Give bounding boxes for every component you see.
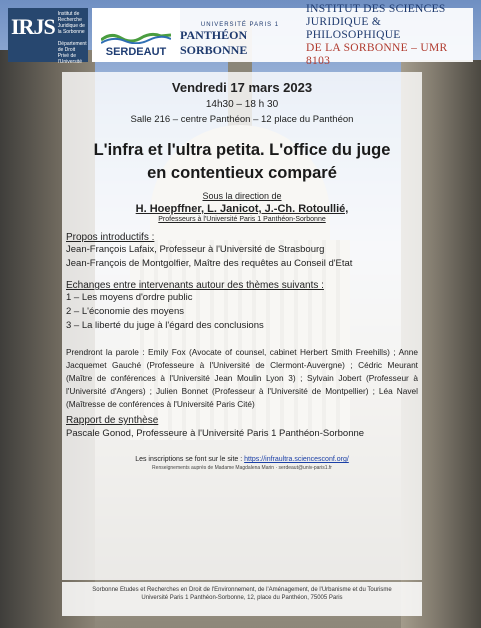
- intro-line: Jean-François de Montgolfier, Maître des requêtes au Conseil d'Etat: [66, 258, 353, 269]
- synthesis-heading: Rapport de synthèse: [66, 415, 159, 426]
- serdeaut-name: SERDEAUT: [105, 46, 167, 58]
- irjs-logo: [8, 8, 88, 65]
- event-date: Vendredi 17 mars 2023: [171, 80, 313, 95]
- event-room: Salle 216 – centre Panthéon – 12 place du Panthéon: [130, 114, 354, 125]
- inscriptions-link[interactable]: https://infraultra.sciencesconf.org/: [244, 456, 349, 463]
- irjs-mark: IRJS: [11, 14, 55, 39]
- logo-band: [8, 2, 473, 67]
- footer-line: Sorbonne Etudes et Recherches en Droit de l'Environnement, de l'Aménagement, de l'Urbanisme et du Tourisme: [92, 587, 392, 593]
- paris1-logo: [180, 8, 300, 62]
- speakers-paragraph: Prendront la parole : Emily Fox (Avocate of counsel, cabinet Herbert Smith Freehills) ; Anne Jacquemet Gauché (Professeure à l'Université de Clermont-Auvergne) ; Cédric Meurant (Maître de conférences à l'Université Jean Moulin Lyon 3) ; Sylvain Jobert (Professeur à l'Université d'Angers) ; Julien Bonnet (Professeur à l'Université de Montpellier) ; Léa Navel (Maîtresse de conférences à l'Université Paris Cité): [66, 347, 418, 409]
- footer-band: [62, 582, 422, 616]
- inscriptions-info: Renseignements auprès de Madame Magdalena Marin · serdeaut@univ-paris1.fr: [152, 465, 332, 471]
- program: [62, 232, 422, 471]
- direction-profession: Professeurs à l'Université Paris 1 Panthéon-Sorbonne: [158, 216, 326, 223]
- inscriptions-block: [66, 456, 418, 471]
- isjps-line: JURIDIQUE & PHILOSOPHIQUE: [306, 15, 401, 41]
- isjps-line: DE LA SORBONNE – UMR 8103: [306, 41, 448, 67]
- theme-item: 1 – Les moyens d'ordre public: [66, 292, 193, 303]
- theme-item: 2 – L'économie des moyens: [66, 306, 184, 317]
- event-panel: [62, 72, 422, 580]
- isjps-line: INSTITUT DES SCIENCES: [306, 2, 446, 15]
- title-line: L'infra et l'ultra petita. L'office du juge: [93, 141, 391, 159]
- irjs-line: Recherche: [57, 17, 82, 23]
- serdeaut-wave-icon: [101, 30, 171, 44]
- serdeaut-logo: [92, 8, 180, 62]
- title-line: en contentieux comparé: [147, 164, 337, 182]
- isjps-logo: [300, 2, 473, 67]
- intro-heading: Propos introductifs :: [66, 232, 155, 243]
- irjs-line: Institut de: [57, 11, 80, 17]
- paris1-small: UNIVERSITÉ PARIS 1: [200, 22, 280, 28]
- direction-names: H. Hoepffner, L. Janicot, J.-Ch. Rotoullié,: [135, 203, 349, 215]
- direction-label: Sous la direction de: [202, 191, 282, 201]
- irjs-line: la Sorbonne: [57, 29, 85, 35]
- event-info: [62, 72, 422, 125]
- direction-block: [62, 191, 422, 223]
- exchanges-heading: Echanges entre intervenants autour des thèmes suivants :: [66, 280, 324, 291]
- footer-line: Université Paris 1 Panthéon-Sorbonne, 12, place du Panthéon, 75005 Paris: [141, 595, 343, 601]
- event-title: [62, 139, 422, 185]
- paris1-big: PANTHÉON SORBONNE: [180, 28, 248, 57]
- synthesis-line: Pascale Gonod, Professeure à l'Université Paris 1 Panthéon-Sorbonne: [66, 428, 365, 439]
- irjs-text: [57, 11, 87, 65]
- inscriptions-line: [66, 456, 418, 463]
- intro-line: Jean-François Lafaix, Professeur à l'Université de Strasbourg: [66, 244, 325, 255]
- inscriptions-prefix: Les inscriptions se font sur le site :: [135, 456, 245, 463]
- theme-item: 3 – La liberté du juge à l'égard des conclusions: [66, 320, 264, 331]
- event-time: 14h30 – 18 h 30: [205, 99, 279, 110]
- irjs-line: Juridique de: [57, 23, 85, 29]
- irjs-subtitle: Département de Droit Privé de l'Université: [57, 41, 87, 65]
